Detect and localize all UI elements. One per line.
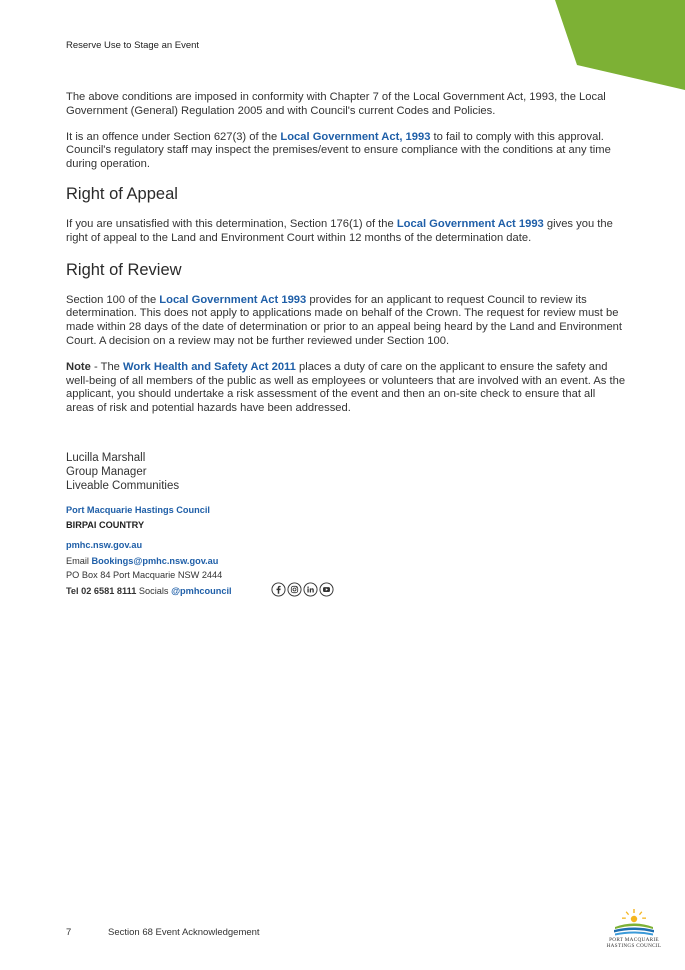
organisation-name: Port Macquarie Hastings Council xyxy=(66,505,210,515)
page-footer xyxy=(66,927,260,938)
main-content xyxy=(66,91,626,428)
note-label: Note xyxy=(66,360,91,373)
address-line: PO Box 84 Port Macquarie NSW 2444 xyxy=(66,570,223,580)
socials-handle-link[interactable]: @pmhcouncil xyxy=(171,586,232,596)
corner-decoration xyxy=(555,0,685,100)
youtube-icon[interactable] xyxy=(319,582,334,597)
review-paragraph: Section 100 of the Local Government Act 1993 provides for an applicant to request Council to review its determination. This does not apply to applications made on behalf of the Crown. The request for review must be made within 28 days of the date of determination or prior to an appeal being heard by the Land and Environment Court. A decision on a review may not be further reviewed under Section 100. xyxy=(66,293,623,347)
offence-paragraph: It is an offence under Section 627(3) of the Local Government Act, 1993 to fail to comply with this approval. Council's regulatory staff may inspect the premises/event to ensure compliance with the conditions at any time during operation. xyxy=(66,130,611,171)
page-header-title: Reserve Use to Stage an Event xyxy=(66,40,200,51)
linkedin-icon[interactable] xyxy=(303,582,318,597)
page-number: 7 xyxy=(66,927,72,938)
local-government-act-link[interactable]: Local Government Act, 1993 xyxy=(280,130,431,143)
appeal-act-link[interactable]: Local Government Act 1993 xyxy=(396,217,544,230)
council-logo-text: PORT MACQUARIE HASTINGS COUNCIL xyxy=(606,937,662,949)
facebook-icon[interactable] xyxy=(271,582,286,597)
footer-document-title: Section 68 Event Acknowledgement xyxy=(108,927,260,938)
social-icons xyxy=(271,582,334,597)
instagram-icon[interactable] xyxy=(287,582,302,597)
signatory-role: Group Manager xyxy=(66,466,147,479)
note-paragraph: Note - The Work Health and Safety Act 2011 places a duty of care on the applicant to ensure the safety and well-being of all members of the public as well as employees or volunteers that are involved with an event. As the applicant, you should undertake a risk assessment of the event and then an on-site check to ensure that all areas of risk and potential hazards have been addressed. xyxy=(66,360,626,415)
email-line: Email Bookings@pmhc.nsw.gov.au xyxy=(66,556,219,566)
signatory-name: Lucilla Marshall xyxy=(66,452,146,464)
telephone: Tel 02 6581 8111 xyxy=(66,586,137,596)
appeal-paragraph: If you are unsatisfied with this determination, Section 176(1) of the Local Government Act 1993 gives you the right of appeal to the Land and Environment Court within 12 months of the determination date. xyxy=(66,217,613,244)
signatory-department: Liveable Communities xyxy=(66,480,180,493)
tel-socials-line: Tel 02 6581 8111 Socials @pmhcouncil xyxy=(66,586,232,596)
website-link[interactable]: pmhc.nsw.gov.au xyxy=(66,540,143,550)
country-label: BIRPAI COUNTRY xyxy=(66,520,145,530)
signature-block xyxy=(66,451,179,494)
email-link[interactable]: Bookings@pmhc.nsw.gov.au xyxy=(91,556,219,566)
right-of-appeal-heading: Right of Appeal xyxy=(66,184,178,203)
conditions-paragraph: The above conditions are imposed in conformity with Chapter 7 of the Local Government Act, 1993, the Local Government (General) Regulation 2005 and with Council's current Codes and Policies. xyxy=(66,91,606,117)
right-of-review-heading: Right of Review xyxy=(66,260,182,279)
review-act-link[interactable]: Local Government Act 1993 xyxy=(159,293,307,306)
whs-act-link[interactable]: Work Health and Safety Act 2011 xyxy=(123,360,296,373)
